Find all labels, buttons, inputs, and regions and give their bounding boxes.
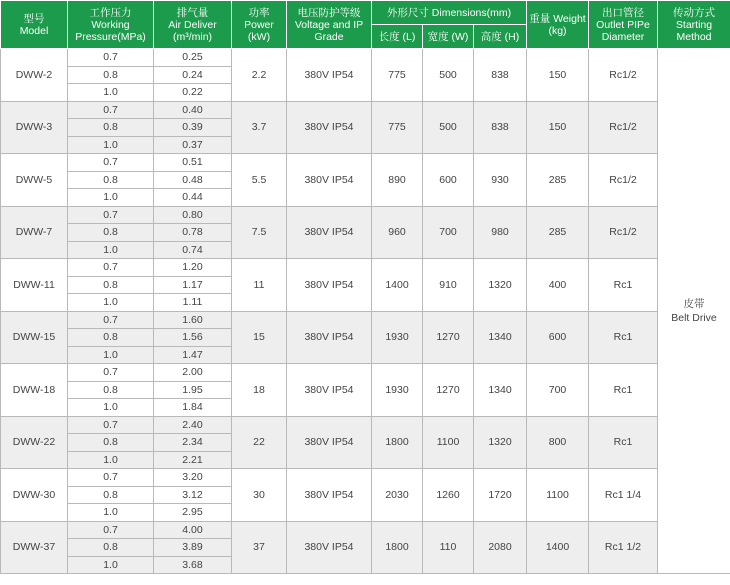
pressure-cell: 0.7 [68,259,154,277]
header-power: 功率 Power (kW) [232,1,287,49]
outlet-cell: Rc1/2 [589,206,658,259]
voltage-cell: 380V IP54 [287,521,372,574]
pressure-cell: 1.0 [68,556,154,574]
voltage-cell: 380V IP54 [287,311,372,364]
length-cell: 1800 [372,521,423,574]
header-weight: 重量 Weight (kg) [527,1,589,49]
weight-cell: 1100 [527,469,589,522]
pressure-cell: 0.8 [68,434,154,452]
air-deliver-cell: 0.48 [154,171,232,189]
height-cell: 838 [474,49,527,102]
air-deliver-cell: 1.11 [154,294,232,312]
table-row [1,49,730,67]
weight-cell: 150 [527,101,589,154]
header-model: 型号 Model [1,1,68,49]
length-cell: 1400 [372,259,423,312]
pressure-cell: 0.8 [68,224,154,242]
air-deliver-cell: 0.40 [154,101,232,119]
weight-cell: 400 [527,259,589,312]
pressure-cell: 0.8 [68,329,154,347]
height-cell: 838 [474,101,527,154]
power-cell: 5.5 [232,154,287,207]
air-deliver-cell: 2.95 [154,504,232,522]
pressure-cell: 1.0 [68,399,154,417]
weight-cell: 1400 [527,521,589,574]
voltage-cell: 380V IP54 [287,469,372,522]
air-deliver-cell: 2.00 [154,364,232,382]
air-deliver-cell: 0.24 [154,66,232,84]
voltage-cell: 380V IP54 [287,416,372,469]
pressure-cell: 0.7 [68,154,154,172]
model-cell: DWW-5 [1,154,68,207]
pressure-cell: 0.7 [68,49,154,67]
pressure-cell: 1.0 [68,504,154,522]
table-row [1,206,730,224]
height-cell: 1320 [474,259,527,312]
air-deliver-cell: 0.51 [154,154,232,172]
pressure-cell: 0.8 [68,276,154,294]
height-cell: 2080 [474,521,527,574]
pressure-cell: 0.8 [68,119,154,137]
air-deliver-cell: 1.47 [154,346,232,364]
pressure-cell: 0.8 [68,486,154,504]
pressure-cell: 0.7 [68,416,154,434]
height-cell: 1320 [474,416,527,469]
width-cell: 1270 [423,311,474,364]
weight-cell: 150 [527,49,589,102]
pressure-cell: 1.0 [68,84,154,102]
air-deliver-cell: 0.44 [154,189,232,207]
model-cell: DWW-11 [1,259,68,312]
length-cell: 2030 [372,469,423,522]
length-cell: 890 [372,154,423,207]
air-deliver-cell: 0.74 [154,241,232,259]
model-cell: DWW-15 [1,311,68,364]
length-cell: 775 [372,49,423,102]
header-outlet: 出口管径 Outlet PIPe Diameter [589,1,658,49]
air-deliver-cell: 2.34 [154,434,232,452]
header-voltage: 电压防护等级 Voltage and IP Grade [287,1,372,49]
model-cell: DWW-37 [1,521,68,574]
power-cell: 15 [232,311,287,364]
model-cell: DWW-22 [1,416,68,469]
weight-cell: 800 [527,416,589,469]
model-cell: DWW-30 [1,469,68,522]
air-deliver-cell: 1.17 [154,276,232,294]
pressure-cell: 0.8 [68,66,154,84]
table-row [1,259,730,277]
outlet-cell: Rc1 1/2 [589,521,658,574]
pressure-cell: 1.0 [68,241,154,259]
power-cell: 7.5 [232,206,287,259]
table-row [1,521,730,539]
power-cell: 11 [232,259,287,312]
power-cell: 3.7 [232,101,287,154]
outlet-cell: Rc1 [589,364,658,417]
air-deliver-cell: 3.68 [154,556,232,574]
air-deliver-cell: 1.60 [154,311,232,329]
outlet-cell: Rc1/2 [589,101,658,154]
model-cell: DWW-2 [1,49,68,102]
model-cell: DWW-3 [1,101,68,154]
air-deliver-cell: 0.80 [154,206,232,224]
weight-cell: 285 [527,206,589,259]
weight-cell: 285 [527,154,589,207]
air-deliver-cell: 1.20 [154,259,232,277]
power-cell: 22 [232,416,287,469]
outlet-cell: Rc1 [589,311,658,364]
table-row [1,416,730,434]
pressure-cell: 1.0 [68,346,154,364]
air-deliver-cell: 3.12 [154,486,232,504]
header-air-deliver: 排气量 Air Deliver (m³/min) [154,1,232,49]
length-cell: 1800 [372,416,423,469]
width-cell: 1100 [423,416,474,469]
model-cell: DWW-18 [1,364,68,417]
air-deliver-cell: 3.89 [154,539,232,557]
header-height: 高度 (H) [474,25,527,49]
air-deliver-cell: 0.39 [154,119,232,137]
starting-method-cell: 皮带 Belt Drive [658,49,730,574]
voltage-cell: 380V IP54 [287,206,372,259]
width-cell: 910 [423,259,474,312]
height-cell: 1720 [474,469,527,522]
voltage-cell: 380V IP54 [287,364,372,417]
air-deliver-cell: 1.56 [154,329,232,347]
air-deliver-cell: 0.37 [154,136,232,154]
outlet-cell: Rc1/2 [589,154,658,207]
pressure-cell: 0.7 [68,206,154,224]
air-deliver-cell: 1.95 [154,381,232,399]
outlet-cell: Rc1 [589,416,658,469]
air-deliver-cell: 2.40 [154,416,232,434]
header-row [1,1,730,25]
table-row [1,101,730,119]
pressure-cell: 1.0 [68,189,154,207]
power-cell: 2.2 [232,49,287,102]
model-cell: DWW-7 [1,206,68,259]
air-deliver-cell: 0.25 [154,49,232,67]
table-row [1,364,730,382]
voltage-cell: 380V IP54 [287,259,372,312]
pressure-cell: 0.8 [68,539,154,557]
air-deliver-cell: 0.78 [154,224,232,242]
width-cell: 500 [423,101,474,154]
width-cell: 700 [423,206,474,259]
height-cell: 930 [474,154,527,207]
header-length: 长度 (L) [372,25,423,49]
length-cell: 960 [372,206,423,259]
length-cell: 1930 [372,364,423,417]
table-row [1,469,730,487]
header-starting-method: 传动方式 Starting Method [658,1,730,49]
pressure-cell: 0.7 [68,311,154,329]
outlet-cell: Rc1 [589,259,658,312]
table-row [1,154,730,172]
header-dimensions: 外形尺寸 Dimensions(mm) [372,1,527,25]
pressure-cell: 1.0 [68,451,154,469]
air-deliver-cell: 3.20 [154,469,232,487]
power-cell: 37 [232,521,287,574]
weight-cell: 700 [527,364,589,417]
pressure-cell: 0.8 [68,381,154,399]
voltage-cell: 380V IP54 [287,49,372,102]
air-deliver-cell: 0.22 [154,84,232,102]
pressure-cell: 0.7 [68,521,154,539]
power-cell: 30 [232,469,287,522]
pressure-cell: 0.7 [68,469,154,487]
width-cell: 1270 [423,364,474,417]
height-cell: 1340 [474,364,527,417]
length-cell: 1930 [372,311,423,364]
pressure-cell: 1.0 [68,294,154,312]
header-pressure: 工作压力 Working Pressure(MPa) [68,1,154,49]
length-cell: 775 [372,101,423,154]
table-row [1,311,730,329]
air-deliver-cell: 4.00 [154,521,232,539]
width-cell: 1260 [423,469,474,522]
air-deliver-cell: 1.84 [154,399,232,417]
width-cell: 500 [423,49,474,102]
pressure-cell: 0.8 [68,171,154,189]
pressure-cell: 0.7 [68,364,154,382]
pressure-cell: 1.0 [68,136,154,154]
width-cell: 600 [423,154,474,207]
voltage-cell: 380V IP54 [287,101,372,154]
outlet-cell: Rc1 1/4 [589,469,658,522]
height-cell: 980 [474,206,527,259]
height-cell: 1340 [474,311,527,364]
voltage-cell: 380V IP54 [287,154,372,207]
air-deliver-cell: 2.21 [154,451,232,469]
weight-cell: 600 [527,311,589,364]
header-width: 宽度 (W) [423,25,474,49]
power-cell: 18 [232,364,287,417]
outlet-cell: Rc1/2 [589,49,658,102]
pressure-cell: 0.7 [68,101,154,119]
width-cell: 110 [423,521,474,574]
